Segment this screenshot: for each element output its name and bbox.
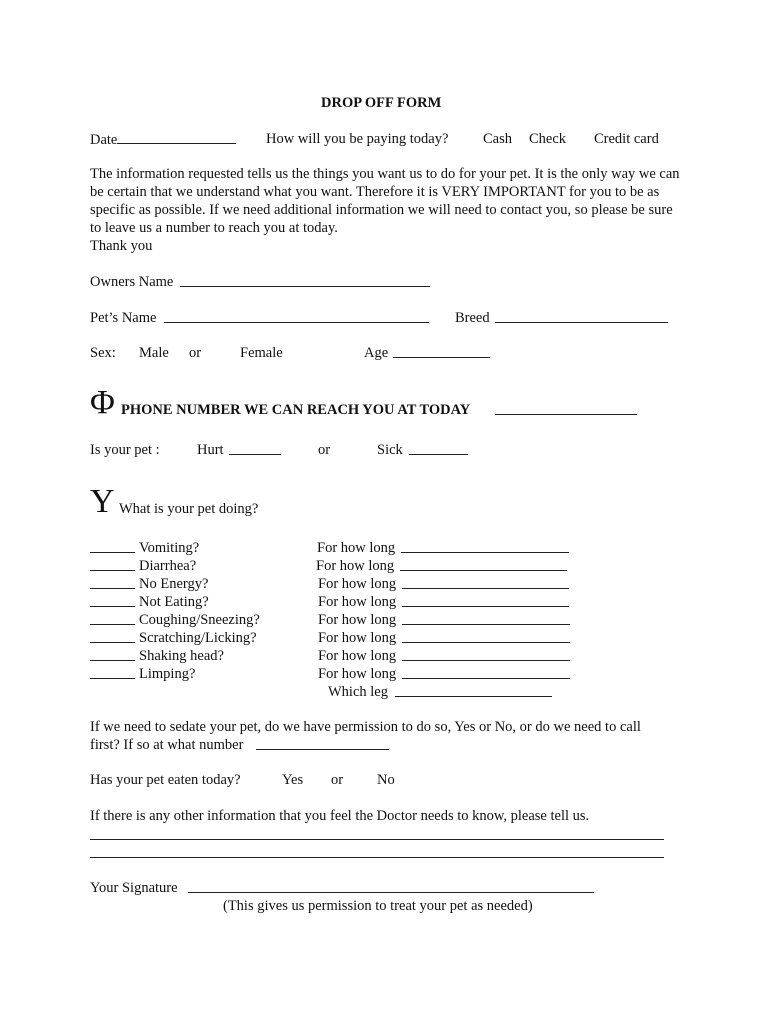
condition-label: Is your pet : — [90, 442, 160, 458]
hurt-label: Hurt — [197, 442, 224, 458]
sex-label: Sex: — [90, 345, 116, 361]
eaten-option-yes[interactable]: Yes — [282, 772, 304, 788]
payment-option-check[interactable]: Check — [529, 131, 567, 147]
doing-label: What is your pet doing? — [119, 501, 259, 517]
breed-label: Breed — [455, 310, 490, 326]
date-label: Date — [90, 130, 236, 149]
for-how-long-label: For how long — [318, 630, 397, 646]
breed-field[interactable] — [495, 322, 668, 323]
signature-note: (This gives us permission to treat your pet as needed) — [223, 898, 533, 914]
symptom-label: Scratching/Licking? — [139, 630, 257, 646]
condition-or-text: or — [318, 442, 331, 458]
symptom-check-field[interactable] — [90, 606, 135, 607]
intro-paragraph: The information requested tells us the things you want us to do for your pet. It is the only way we can be certain that we understand what you want. Therefore it is VERY IMPORTANT for you to be as specific as possible. If we need additional information we will need to contact you, so please be sure to leave us a number to reach you at today. — [90, 166, 680, 236]
for-how-long-label: For how long — [318, 612, 397, 628]
symptom-label: Diarrhea? — [139, 558, 197, 574]
age-label: Age — [364, 345, 389, 361]
duration-field[interactable] — [400, 570, 567, 571]
eaten-option-no[interactable]: No — [377, 772, 395, 788]
sedate-question-line2: first? If so at what number — [90, 737, 244, 753]
sick-field[interactable] — [409, 454, 468, 455]
duration-field[interactable] — [402, 678, 570, 679]
duration-field[interactable] — [402, 642, 570, 643]
payment-option-cash[interactable]: Cash — [483, 131, 512, 147]
pet-name-label: Pet’s Name — [90, 310, 157, 326]
hurt-field[interactable] — [229, 454, 281, 455]
duration-field[interactable] — [401, 552, 569, 553]
duration-field[interactable] — [402, 606, 569, 607]
duration-field[interactable] — [402, 588, 569, 589]
age-field[interactable] — [393, 357, 490, 358]
owner-name-field[interactable] — [180, 286, 430, 287]
form-title: DROP OFF FORM — [321, 95, 442, 111]
for-how-long-label: For how long — [318, 666, 397, 682]
pet-name-field[interactable] — [164, 322, 429, 323]
phone-symbol-icon: Φ — [90, 384, 115, 421]
symptom-label: Not Eating? — [139, 594, 209, 610]
for-how-long-label: For how long — [316, 558, 395, 574]
payment-question: How will you be paying today? — [266, 131, 449, 147]
symptom-check-field[interactable] — [90, 552, 135, 553]
which-leg-field[interactable] — [395, 696, 552, 697]
eaten-or-text: or — [331, 772, 344, 788]
owner-name-label: Owners Name — [90, 274, 174, 290]
sedate-phone-field[interactable] — [256, 749, 389, 750]
sex-or-text: or — [189, 345, 202, 361]
for-how-long-label: For how long — [318, 576, 397, 592]
sedate-question-line1: If we need to sedate your pet, do we have permission to do so, Yes or No, or do we need to call — [90, 719, 641, 735]
for-how-long-label: For how long — [317, 540, 396, 556]
sick-label: Sick — [377, 442, 403, 458]
symptom-label: Coughing/Sneezing? — [139, 612, 260, 628]
doing-symbol-icon: Y — [90, 483, 115, 520]
symptom-label: Shaking head? — [139, 648, 224, 664]
thank-you-text: Thank you — [90, 238, 153, 254]
eaten-question: Has your pet eaten today? — [90, 772, 241, 788]
sex-option-female[interactable]: Female — [240, 345, 283, 361]
symptom-check-field[interactable] — [90, 588, 135, 589]
symptom-check-field[interactable] — [90, 660, 135, 661]
symptom-label: Vomiting? — [139, 540, 200, 556]
other-info-line-1[interactable] — [90, 839, 664, 840]
duration-field[interactable] — [402, 660, 570, 661]
symptom-label: No Energy? — [139, 576, 209, 592]
date-field[interactable] — [117, 130, 236, 144]
symptom-check-field[interactable] — [90, 570, 135, 571]
payment-option-credit-card[interactable]: Credit card — [594, 131, 659, 147]
for-how-long-label: For how long — [318, 594, 397, 610]
symptom-label: Limping? — [139, 666, 196, 682]
phone-label: PHONE NUMBER WE CAN REACH YOU AT TODAY — [121, 402, 471, 418]
signature-field[interactable] — [188, 892, 594, 893]
sex-option-male[interactable]: Male — [139, 345, 169, 361]
symptom-check-field[interactable] — [90, 678, 135, 679]
which-leg-label: Which leg — [328, 684, 388, 700]
other-info-prompt: If there is any other information that you feel the Doctor needs to know, please tell us. — [90, 808, 590, 824]
duration-field[interactable] — [402, 624, 570, 625]
phone-field[interactable] — [495, 414, 637, 415]
signature-label: Your Signature — [90, 880, 178, 896]
other-info-line-2[interactable] — [90, 857, 664, 858]
symptom-check-field[interactable] — [90, 624, 135, 625]
for-how-long-label: For how long — [318, 648, 397, 664]
symptom-check-field[interactable] — [90, 642, 135, 643]
